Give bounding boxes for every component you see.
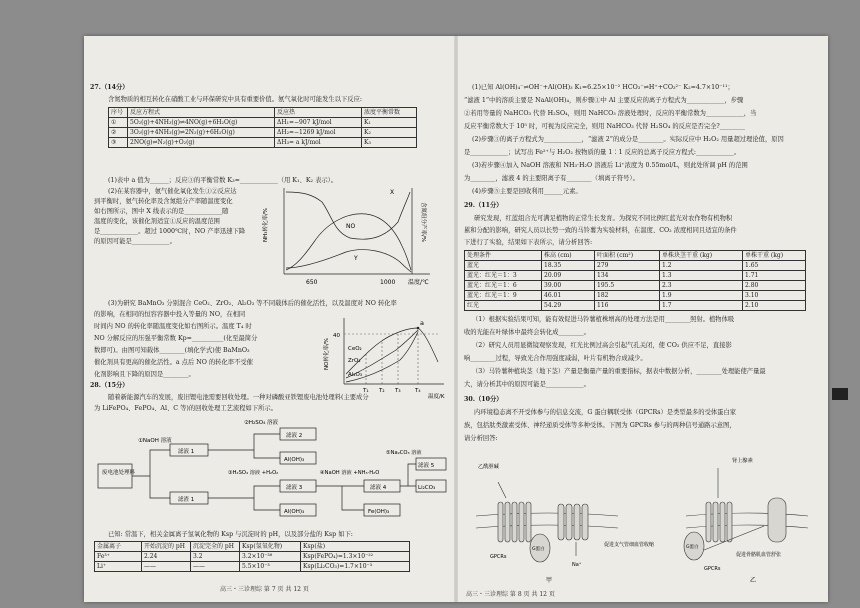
page-footer: 高三・三诊理综 第 7 页 共 12 页 bbox=[220, 586, 309, 593]
fig-label: GPCRs bbox=[704, 566, 721, 572]
arrow bbox=[498, 482, 506, 498]
table-row bbox=[465, 271, 806, 281]
table-cell: 1.65 bbox=[743, 261, 806, 271]
curve-label: ZrO₂ bbox=[348, 358, 361, 364]
table-cell: K₂ bbox=[362, 128, 417, 138]
table-cell: 2NO(g)⇌N₂(g)+O₂(g) bbox=[128, 138, 275, 148]
left-page bbox=[84, 36, 454, 602]
fig-label: GPCRs bbox=[490, 554, 507, 560]
fig-label: 乙酰胆碱 bbox=[478, 464, 499, 470]
reaction-table bbox=[108, 107, 417, 148]
q28-part-line: (3)若步骤④加入 NaOH 溶液和 NH₃·H₂O 溶液后 Li⁺浓度为 0.55mol/L，则此处所调 pH 的范围 bbox=[472, 162, 748, 169]
table-cell: ③ bbox=[109, 138, 128, 148]
light-treatment-table bbox=[464, 250, 806, 311]
arrow bbox=[208, 486, 280, 510]
q28-title: 28.（15分） bbox=[90, 382, 129, 389]
channel-subunit bbox=[574, 504, 580, 540]
table-cell: ① bbox=[109, 118, 128, 128]
arrow bbox=[208, 434, 280, 458]
table-cell: 116 bbox=[595, 301, 660, 311]
y-axis-label: NH₃转化率/% bbox=[263, 207, 269, 242]
exam-sheet bbox=[84, 36, 828, 602]
x-tick-label: T₄ bbox=[415, 388, 421, 394]
table-cell: 3.10 bbox=[743, 291, 806, 301]
q28-known: 已知: 常温下，相关金属离子氢氧化物的 Ksp 与沉淀时的 pH，以及部分盐的 Ksp 如下: bbox=[108, 531, 353, 538]
table-cell: 3.2×10⁻³⁸ bbox=[240, 552, 301, 562]
box-start bbox=[98, 464, 132, 488]
fig-label: Na⁺ bbox=[572, 562, 582, 568]
table-cell: 蓝光：红光＝1：9 bbox=[465, 291, 542, 301]
receptor-helix bbox=[713, 502, 718, 542]
table-cell: Fe³⁺ bbox=[95, 552, 142, 562]
table-cell: 182 bbox=[595, 291, 660, 301]
table-header-row bbox=[465, 251, 806, 261]
receptor-helix bbox=[720, 502, 725, 542]
flow-box-label: 滤液 4 bbox=[370, 485, 387, 491]
table-row bbox=[465, 281, 806, 291]
table-cell: ΔH₁=−907 kJ/mol bbox=[275, 118, 362, 128]
q27-part3-line: 化剂影响且下降的原因是________。 bbox=[94, 371, 195, 378]
fig-label: G蛋白 bbox=[686, 545, 699, 550]
flow-box-label: Li₂CO₃ bbox=[418, 485, 436, 491]
figure-caption: 甲 bbox=[546, 577, 553, 584]
table-cell: 蓝光：红光＝1：3 bbox=[465, 271, 542, 281]
q27-part2-line: (2)在某容器中，氨气催化氧化发生①②反应达 bbox=[108, 188, 237, 195]
q29-line: 下进行了实验，结果如下表所示，请分析回答: bbox=[464, 239, 593, 246]
membrane-b-top bbox=[686, 513, 808, 516]
header-cell: 单株块茎干重 (kg) bbox=[660, 251, 743, 261]
header-cell: 反应热 bbox=[275, 108, 362, 118]
q27-part2-line: 是____________。超过 1000℃时，NO 产率迅速下降 bbox=[94, 228, 246, 235]
table-cell: 279 bbox=[595, 261, 660, 271]
receptor-helix bbox=[512, 502, 517, 542]
flow-box-label: 滤渣 1 bbox=[178, 497, 195, 503]
table-cell: ΔH₂=−1269 kJ/mol bbox=[275, 128, 362, 138]
effector-protein bbox=[768, 498, 786, 542]
right-page bbox=[458, 36, 828, 602]
q30-title: 30.（10分） bbox=[464, 396, 503, 403]
q29-question-line: （3）马铃薯种植块茎（地下茎）产量是衡量产量的重要指标，据表中数据分析，________处理能使产量最 bbox=[472, 368, 766, 375]
table-cell: 2.80 bbox=[743, 281, 806, 291]
table-cell: Ksp(FePO₄)=1.3×10⁻²² bbox=[301, 552, 410, 562]
header-cell: 沉淀完全的 pH bbox=[191, 542, 240, 552]
header-cell: 开始沉淀的 pH bbox=[142, 542, 191, 552]
table-cell: 39.00 bbox=[542, 281, 595, 291]
q29-question-line: （1）根据实验结果可知，能有效促进马铃薯植株增高的处理方法是用________照射。植物体吸 bbox=[472, 316, 735, 323]
header-cell: Ksp(氢氧化物) bbox=[240, 542, 301, 552]
table-row bbox=[465, 301, 806, 311]
q27-part2-line: 温度的变化，该催化剂适宜①反应的温度范围 bbox=[94, 218, 220, 225]
table-cell: Ksp(Li₂CO₃)=1.7×10⁻³ bbox=[301, 562, 410, 572]
table-cell: 54.29 bbox=[542, 301, 595, 311]
table-row bbox=[109, 128, 417, 138]
q29-question-line: 响________过程，导致光合作用强度减弱，叶片有机物合成减少。 bbox=[464, 355, 647, 362]
table-cell: 2.10 bbox=[743, 301, 806, 311]
x-tick-label: 1000 bbox=[380, 279, 396, 286]
receptor-helix bbox=[505, 502, 510, 542]
curve-label: Al₂O₃ bbox=[348, 372, 363, 378]
table-cell: 195.5 bbox=[595, 281, 660, 291]
flow-label: ④NaOH 溶液 +NH₃·H₂O bbox=[320, 470, 380, 476]
y-curve bbox=[286, 250, 411, 272]
q28-line: 随着新能源汽车的发展，废旧锂电池需要回收处理。一种对磷酸亚铁锂废电池处理料(主要成分 bbox=[108, 394, 369, 401]
figure-caption: 乙 bbox=[750, 577, 757, 584]
ksp-table bbox=[94, 541, 410, 572]
receptor-helix bbox=[526, 502, 531, 542]
table-cell: 蓝光 bbox=[465, 261, 542, 271]
q27-intro: 含氮物质的相互转化在硝酸工业与环保研究中具有重要价值。氨气氧化时可能发生以下反应: bbox=[108, 96, 362, 103]
table-cell: 1.2 bbox=[660, 261, 743, 271]
fig-label: 肾上腺素 bbox=[732, 458, 753, 464]
table-cell: K₃ bbox=[362, 138, 417, 148]
table-cell: 18.35 bbox=[542, 261, 595, 271]
table-row bbox=[95, 562, 410, 572]
table-cell: 红光 bbox=[465, 301, 542, 311]
q27-part3-line: NO 分解反应的压强平衡常数 Kp=__________(化至最简分 bbox=[94, 335, 258, 342]
flow-box-label: Al(OH)₃ bbox=[284, 457, 305, 463]
table-cell: 3O₂(g)+4NH₃(g)⇌2N₂(g)+6H₂O(g) bbox=[128, 128, 275, 138]
header-cell: Ksp(盐) bbox=[301, 542, 410, 552]
table-row bbox=[109, 138, 417, 148]
q27-part2-line: 到平衡时，氨气转化率及含氮组分产率随温度变化 bbox=[94, 198, 233, 205]
table-cell: Li⁺ bbox=[95, 562, 142, 572]
y-tick-label: 40 bbox=[333, 333, 340, 339]
q29-line: 研究发现，红蓝组合光可满足植物的正常生长发育。为探究不同比例红蓝光对农作物有机物积 bbox=[474, 215, 733, 222]
table-header-row bbox=[109, 108, 417, 118]
q28-part-line: (2)步骤③的离子方程式为____________，“滤液 2”的成分是________。实际反应中 H₂O₂ 用量超过理论值，原因 bbox=[472, 136, 784, 143]
flow-label: ③H₂SO₄ 溶液 +H₂O₂ bbox=[228, 470, 279, 476]
q28-part-line: ②若用等量的 NaHCO₃ 代替 H₂SO₄，则用 NaHCO₃ 溶液处理时，反应的平衡常数为____________，当 bbox=[464, 110, 757, 117]
point-label: a bbox=[420, 319, 424, 327]
q28-part-line: 反应平衡常数大于 10⁵ 时，可视为反应完全，则用 NaHCO₃ 代替 H₂SO₄ 的反应是否完全?________ bbox=[464, 123, 745, 130]
curve-label: Y bbox=[354, 255, 358, 262]
x-tick-label: T₂ bbox=[379, 388, 385, 394]
q28-line: 为 LiFePO₄、FePO₄、Al、C 等)的回收处理工艺流程如下所示。 bbox=[94, 405, 278, 412]
curve-label: CeO₂ bbox=[348, 346, 362, 352]
table-cell: ΔH₃= a kJ/mol bbox=[275, 138, 362, 148]
membrane-a-top bbox=[476, 513, 618, 516]
curve-label: X bbox=[390, 189, 395, 196]
header-cell: 浓度平衡常数 bbox=[362, 108, 417, 118]
membrane-a-bottom bbox=[476, 525, 618, 528]
table-cell: 3.2 bbox=[191, 552, 240, 562]
q28-part-line: 为________，滤液 4 的主要阳离子有________（填离子符号）。 bbox=[464, 175, 639, 182]
table-cell: 5O₂(g)+4NH₃(g)⇌4NO(g)+6H₂O(g) bbox=[128, 118, 275, 128]
q27-part3-line: 的影响，在相同的恒容容器中投入等量的 NO，在相同 bbox=[94, 311, 246, 318]
q28-part-line: 是____________；试写出 Fe²⁺与 H₂O₂ 按物质的量 1∶1 反应的总离子反应方程式:____________。 bbox=[464, 149, 741, 156]
flow-label: 废电池处理料 bbox=[102, 470, 136, 476]
header-cell: 处理条件 bbox=[465, 251, 542, 261]
table-row bbox=[95, 552, 410, 562]
no-conversion-graph bbox=[320, 314, 452, 400]
q29-question-line: （2）研究人员用显微镜观察发现，红光比例过高会引起气孔关闭，使 CO₂ 供应不足，直接影 bbox=[472, 342, 732, 349]
table-row bbox=[465, 291, 806, 301]
header-cell: 反应方程式 bbox=[128, 108, 275, 118]
x-axis-label: 温度/℃ bbox=[408, 279, 429, 286]
table-cell: 1.71 bbox=[743, 271, 806, 281]
channel-subunit bbox=[566, 504, 572, 540]
flow-label: ②H₂SO₄ 溶液 bbox=[244, 420, 279, 426]
channel-subunit bbox=[582, 504, 588, 540]
table-cell: 134 bbox=[595, 271, 660, 281]
receptor-helix bbox=[498, 502, 503, 542]
flow-label: ⑤Na₂CO₃ 溶液 bbox=[386, 450, 422, 456]
page-footer: 高三・三诊理综 第 8 页 共 12 页 bbox=[466, 591, 555, 598]
table-cell: 5.5×10⁻³ bbox=[240, 562, 301, 572]
channel-subunit bbox=[558, 504, 564, 540]
receptor-helix bbox=[727, 502, 732, 542]
q30-line: 族，包括肽类激素受体、神经递质受体等多种受体。下图为 GPCRs 参与的两种信号通路示意图， bbox=[464, 422, 736, 429]
q27-part3-line: 时间内 NO 的转化率随温度变化如右图所示。温度 T₄ 时 bbox=[94, 323, 252, 330]
table-cell: K₁ bbox=[362, 118, 417, 128]
curve-label: NO bbox=[346, 223, 356, 230]
arrow bbox=[316, 486, 364, 510]
x-tick-label: T₁ bbox=[363, 388, 369, 394]
q27-part2-line: 如右图所示，图中 X 线表示的是____________随 bbox=[94, 208, 229, 215]
table-cell: ② bbox=[109, 128, 128, 138]
table-row bbox=[465, 261, 806, 271]
table-cell: 1.9 bbox=[660, 291, 743, 301]
x-tick-label: 650 bbox=[306, 279, 318, 286]
table-cell: —— bbox=[142, 562, 191, 572]
table-cell: 2.3 bbox=[660, 281, 743, 291]
flow-box-label: 滤液 3 bbox=[286, 485, 303, 491]
x-tick-label: T₃ bbox=[395, 388, 401, 394]
header-cell: 叶面积 (cm²) bbox=[595, 251, 660, 261]
header-cell: 单株干重 (kg) bbox=[743, 251, 806, 261]
recycling-flowchart bbox=[94, 414, 450, 528]
table-cell: 20.09 bbox=[542, 271, 595, 281]
x-axis-label: 温度/K bbox=[428, 394, 445, 400]
fig-label: 促进支气管细血管收缩 bbox=[604, 542, 655, 548]
q28-part-line: (1)已知 Al(OH)₄⁻⇌OH⁻+Al(OH)₃ K₁=6.25×10⁻² HCO₃⁻⇌H⁺+CO₃²⁻ K₂=4.7×10⁻¹¹； bbox=[472, 84, 734, 91]
conversion-temperature-graph bbox=[262, 182, 452, 292]
y2-axis-label: 含氮组分产率/% bbox=[420, 202, 426, 243]
flow-box-label: Al(OH)₃ bbox=[284, 509, 305, 515]
q27-part3-line: 催化剂具有更高的催化活性。a 点后 NO 的转化率不受催 bbox=[94, 359, 253, 366]
flow-label: ①NaOH 溶液 bbox=[138, 438, 172, 444]
edge-marker bbox=[832, 388, 848, 400]
header-cell: 金属离子 bbox=[95, 542, 142, 552]
point-a bbox=[417, 327, 420, 330]
flow-box-label: 滤液 5 bbox=[418, 463, 435, 469]
table-cell: 46.01 bbox=[542, 291, 595, 301]
table-cell: 蓝光：红光＝1：6 bbox=[465, 281, 542, 291]
gpcr-pathway-figure bbox=[468, 446, 824, 586]
header-cell: 株高 (cm) bbox=[542, 251, 595, 261]
fig-label: G蛋白 bbox=[532, 547, 545, 552]
q29-line: 累和分配的影响，研究人员以长势一致的马铃薯为实验材料，在温度、CO₂ 浓度相同且适宜的条件 bbox=[464, 227, 737, 234]
arrow bbox=[132, 450, 170, 498]
fig-label: 促进骨骼肌血管舒张 bbox=[736, 552, 782, 558]
q29-title: 29.（11分） bbox=[464, 202, 503, 209]
arrow bbox=[400, 464, 416, 486]
q27-part3-line: 数即可)。由图可知载体________(填化学式)使 BaMnO₃ bbox=[94, 347, 250, 354]
table-header-row bbox=[95, 542, 410, 552]
table-cell: 1.3 bbox=[660, 271, 743, 281]
table-cell: —— bbox=[191, 562, 240, 572]
q27-part1: (1)表中 a 值为______；反应③的平衡常数 K₃=____________（用 K₁、K₂ 表示）。 bbox=[108, 177, 338, 184]
table-row bbox=[109, 118, 417, 128]
q27-part3-line: (3)为研究 BaMnO₃ 分别混合 CeO₂、ZrO₂、Al₂O₃ 等不同载体后的催化活性，以及温度对 NO 转化率 bbox=[108, 300, 397, 307]
q27-part2-line: 的原因可能是____________。 bbox=[94, 238, 176, 245]
flow-box-label: Fe(OH)₃ bbox=[368, 509, 390, 515]
q27-title: 27.（14分） bbox=[90, 84, 129, 91]
q28-part-line: (4)步骤⑤主要是回收利用______元素。 bbox=[472, 188, 582, 195]
flow-box-label: 滤液 2 bbox=[286, 433, 303, 439]
table-cell: 1.7 bbox=[660, 301, 743, 311]
q28-part-line: “滤液 1”中的溶质主要是 NaAl(OH)₄，则步骤①中 Al 主要反应的离子方程式为____________，步骤 bbox=[464, 97, 744, 104]
table-cell: 2.24 bbox=[142, 552, 191, 562]
y-axis-label: NO转化率/% bbox=[324, 337, 330, 370]
membrane-b-bottom bbox=[686, 525, 808, 528]
header-cell: 序号 bbox=[109, 108, 128, 118]
q29-question-line: 大，请分析其中的原因可能是____________。 bbox=[464, 381, 590, 388]
q29-question-line: 收的光能在叶绿体中最终会转化成________。 bbox=[464, 329, 590, 336]
receptor-helix bbox=[519, 502, 524, 542]
receptor-helix bbox=[706, 502, 711, 542]
q30-line: 请分析回答: bbox=[464, 435, 498, 442]
flow-box-label: 滤液 1 bbox=[178, 449, 195, 455]
q30-line: 内环境稳态离不开受体参与的信息交流，G 蛋白耦联受体（GPCRs）是类型最多的受体蛋白家 bbox=[474, 409, 737, 416]
